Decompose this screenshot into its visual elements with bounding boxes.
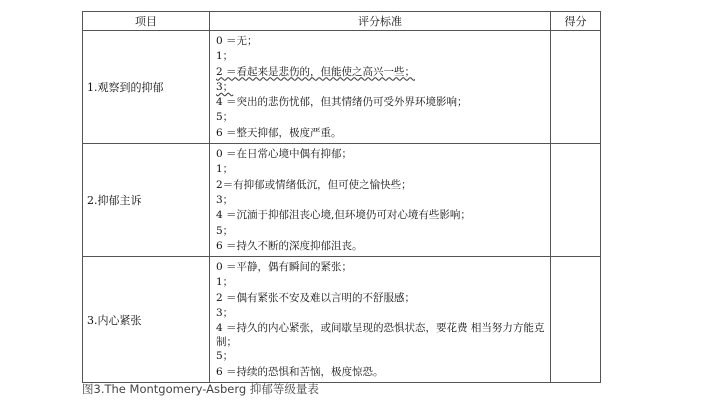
criteria-line: 1； <box>216 50 234 63</box>
table-row <box>83 31 601 144</box>
criteria-line: 4 ＝突出的悲伤忧郁，但其情绪仍可受外界环境影响； <box>216 96 468 109</box>
criteria-line: 6 ＝持久不断的深度抑郁沮丧。 <box>216 239 363 252</box>
rating-scale-table <box>82 11 601 383</box>
header-criteria: 评分标准 <box>210 12 551 31</box>
criteria-line: 1； <box>216 163 234 176</box>
table-row <box>83 257 601 383</box>
criteria-text-underlined: 2 ＝看起来是悲伤的，但能使之高兴一些； <box>216 65 416 78</box>
criteria-cell <box>210 144 551 257</box>
item-cell: 1.观察到的抑郁 <box>83 31 210 144</box>
criteria-line: 2 ＝偶有紧张不安及难以言明的不舒服感； <box>216 291 416 304</box>
header-item: 项目 <box>83 12 210 31</box>
item-cell: 2.抑郁主诉 <box>83 144 210 257</box>
criteria-line: 5； <box>216 111 234 124</box>
criteria-line <box>216 80 546 95</box>
item-cell: 3.内心紧张 <box>83 257 210 383</box>
criteria-line: 5； <box>216 350 234 363</box>
criteria-line: 6 ＝整天抑郁，极度严重。 <box>216 126 342 139</box>
score-cell[interactable] <box>551 144 601 257</box>
criteria-line: 3； <box>216 307 234 320</box>
criteria-line: 2＝有抑郁或情绪低沉，但可使之愉快些； <box>216 178 412 191</box>
score-cell[interactable] <box>551 257 601 383</box>
criteria-text-underlined: 3； <box>216 80 234 93</box>
table-row <box>83 144 601 257</box>
criteria-line: 6 ＝持续的恐惧和苦恼，极度惊恐。 <box>216 365 384 378</box>
figure-caption: 图3.The Montgomery-Asberg 抑郁等级量表 <box>82 382 319 396</box>
criteria-line: 4 ＝沉湎于抑郁沮丧心境,但环境仍可对心境有些影响； <box>216 209 471 222</box>
table-header-row <box>83 12 601 31</box>
criteria-line <box>216 65 546 80</box>
criteria-line: 0 ＝在日常心境中偶有抑郁； <box>216 148 353 161</box>
criteria-line: 4 ＝持久的内心紧张，或间歇呈现的恐惧状态，要花费 相当努力方能克制； <box>216 322 545 349</box>
score-cell[interactable] <box>551 31 601 144</box>
criteria-line: 1； <box>216 276 234 289</box>
criteria-line: 0 ＝平静，偶有瞬间的紧张； <box>216 261 353 274</box>
criteria-cell <box>210 257 551 383</box>
header-score: 得分 <box>551 12 601 31</box>
criteria-line: 5； <box>216 224 234 237</box>
criteria-line: 3； <box>216 193 234 206</box>
criteria-line: 0 ＝无； <box>216 35 258 47</box>
criteria-cell <box>210 31 551 144</box>
